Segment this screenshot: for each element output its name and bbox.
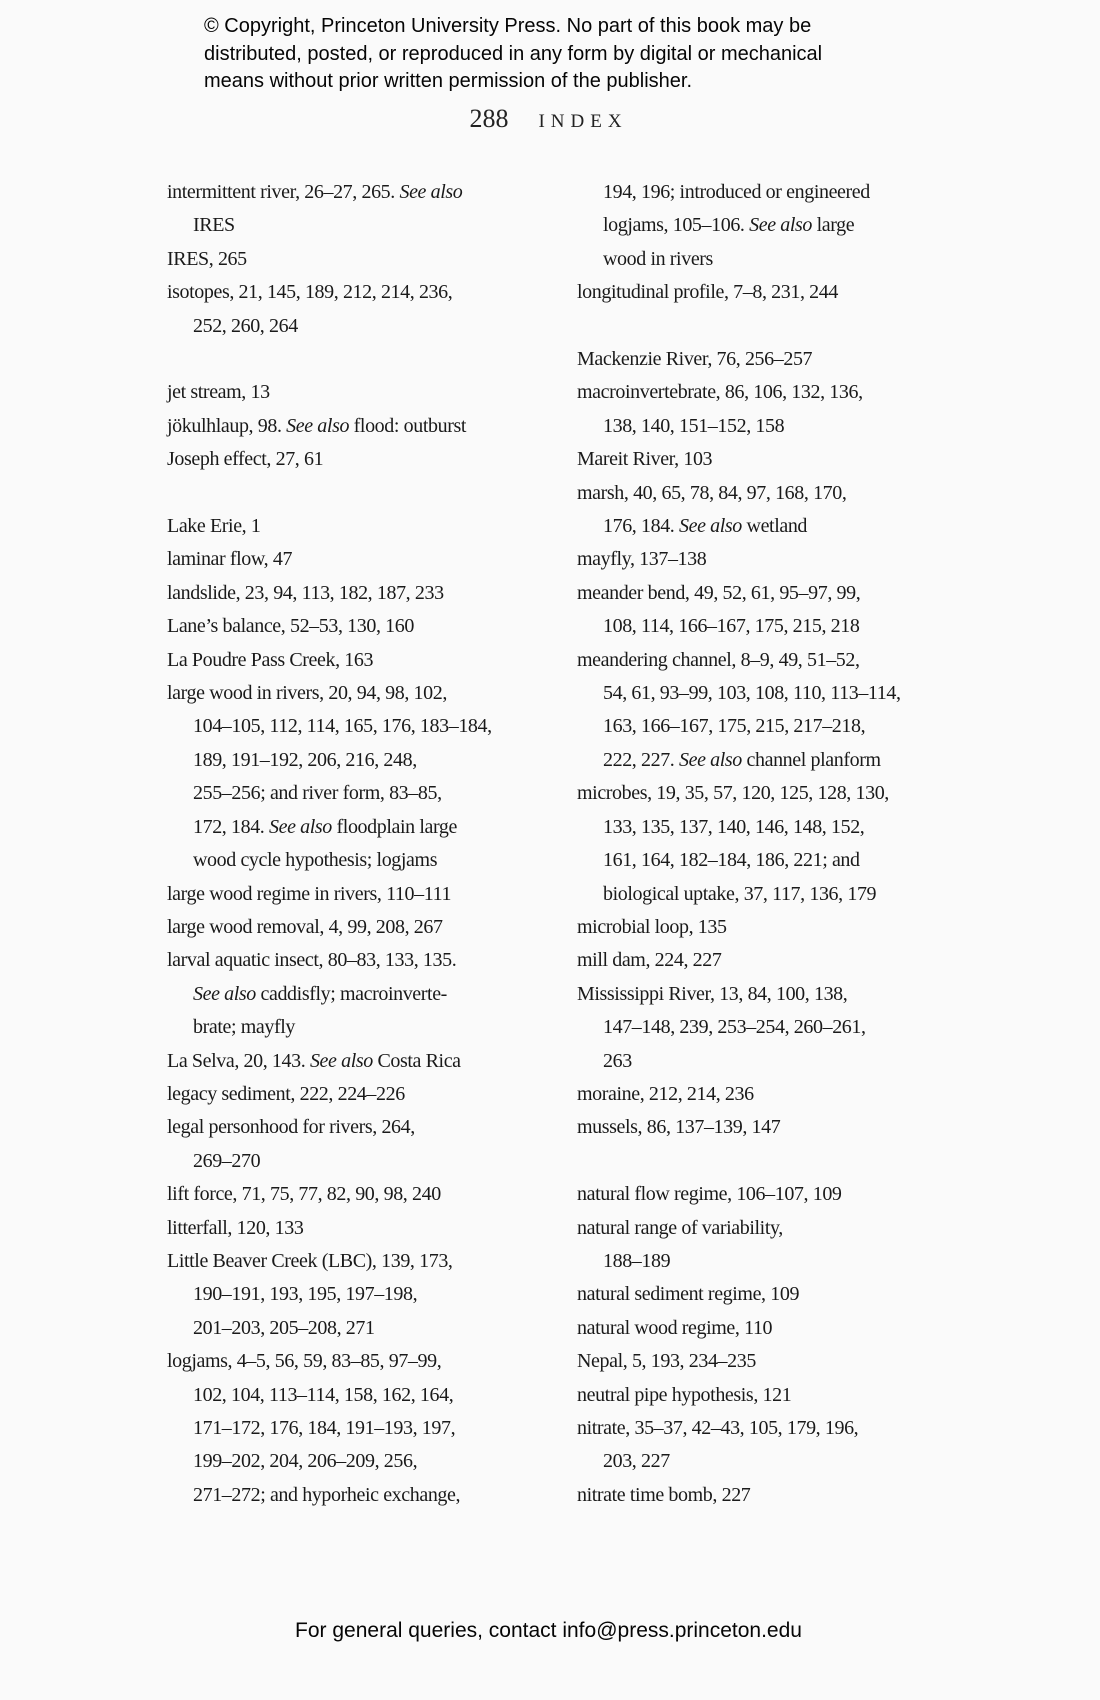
index-line [577,1379,942,1412]
index-text: jökulhlaup, 98. [167,414,287,437]
index-text: large [812,214,855,237]
index-line [577,844,942,877]
index-line [167,543,532,576]
index-text: 172, 184. [193,815,270,838]
index-line [167,1445,532,1478]
index-line [577,443,942,476]
index-text: Lake Erie, 1 [167,515,261,538]
index-text: 161, 164, 182–184, 186, 221; and [603,849,860,872]
index-line [577,1078,942,1111]
index-text: 147–148, 239, 253–254, 260–261, [603,1016,866,1039]
index-cross-reference: See also [286,414,350,437]
index-line [167,844,532,877]
index-line [577,610,942,643]
index-line [577,878,942,911]
index-text: 163, 166–167, 175, 215, 217–218, [603,715,866,738]
index-text: floodplain large [331,815,457,838]
index-text: channel planform [741,748,881,771]
index-line [167,1011,532,1044]
index-cross-reference: See also [309,1049,373,1072]
index-line [577,1312,942,1345]
index-line [577,1278,942,1311]
index-line [167,610,532,643]
index-line [167,1312,532,1345]
index-text: biological uptake, 37, 117, 136, 179 [603,882,877,905]
index-text: flood: outburst [349,414,466,437]
index-text: wood cycle hypothesis; logjams [193,849,438,872]
index-line [167,410,532,443]
index-line [167,1245,532,1278]
index-line [167,777,532,810]
index-text: Little Beaver Creek (LBC), 139, 173, [167,1249,453,1272]
page-header [167,104,930,134]
index-line [577,777,942,810]
index-text: 271–272; and hyporheic exchange, [193,1483,461,1506]
index-text: natural range of variability, [577,1216,783,1239]
index-line [167,1412,532,1445]
index-cross-reference: See also [749,214,813,237]
index-text: isotopes, 21, 145, 189, 212, 214, 236, [167,281,453,304]
index-text: 108, 114, 166–167, 175, 215, 218 [603,615,860,638]
section-title: INDEX [538,111,628,132]
index-text: 189, 191–192, 206, 216, 248, [193,748,417,771]
index-text: litterfall, 120, 133 [167,1216,304,1239]
index-text: laminar flow, 47 [167,548,293,571]
index-line [577,1412,942,1445]
index-text: Mississippi River, 13, 84, 100, 138, [577,982,848,1005]
index-text: microbial loop, 135 [577,915,727,938]
index-text: large wood regime in rivers, 110–111 [167,882,452,905]
index-line [577,1212,942,1245]
index-text: meander bend, 49, 52, 61, 95–97, 99, [577,581,861,604]
index-text: brate; mayfly [193,1016,295,1039]
index-line [577,1245,942,1278]
index-column-right [577,176,942,1512]
index-text: larval aquatic insect, 80–83, 133, 135. [167,949,457,972]
index-text: 255–256; and river form, 83–85, [193,782,442,805]
index-line [577,1445,942,1478]
index-line [577,644,942,677]
copyright-line: distributed, posted, or reproduced in any form by digital or mechanical [204,42,823,65]
index-text: 102, 104, 113–114, 158, 162, 164, [193,1383,454,1406]
index-line [167,176,532,209]
index-text: microbes, 19, 35, 57, 120, 125, 128, 130, [577,782,889,805]
index-text: 194, 196; introduced or engineered [603,181,870,203]
index-line [577,677,942,710]
index-text: wetland [741,515,808,538]
index-cross-reference: See also [679,748,742,771]
index-text: mill dam, 224, 227 [577,949,722,972]
index-line [167,1345,532,1378]
index-line [167,1479,532,1512]
index-text: landslide, 23, 94, 113, 182, 187, 233 [167,581,444,604]
index-text: Costa Rica [372,1049,461,1072]
index-text: legacy sediment, 222, 224–226 [167,1082,405,1105]
index-text: 138, 140, 151–152, 158 [603,414,785,437]
index-text: Lane’s balance, 52–53, 130, 160 [167,615,414,638]
index-text: 201–203, 205–208, 271 [193,1316,375,1339]
index-text: Nepal, 5, 193, 234–235 [577,1350,756,1373]
index-text: marsh, 40, 65, 78, 84, 97, 168, 170, [577,481,847,504]
index-line [167,310,532,343]
footer-contact: For general queries, contact info@press.princeton.edu [295,1619,802,1642]
index-text: meandering channel, 8–9, 49, 51–52, [577,648,860,671]
index-cross-reference: See also [679,515,742,538]
index-text: mayfly, 137–138 [577,548,707,571]
index-text: 263 [603,1049,632,1072]
index-text: macroinvertebrate, 86, 106, 132, 136, [577,381,863,404]
index-line [577,944,942,977]
index-line [577,978,942,1011]
index-text: 203, 227 [603,1450,670,1473]
index-line [577,410,942,443]
index-line [577,1045,942,1078]
index-line [167,1145,532,1178]
index-text: IRES, 265 [167,247,247,270]
index-text: large wood removal, 4, 99, 208, 267 [167,915,443,938]
index-text: 171–172, 176, 184, 191–193, 197, [193,1417,456,1439]
index-text: 199–202, 204, 206–209, 256, [193,1450,418,1473]
index-line [577,1479,942,1512]
index-cross-reference: See also [193,982,256,1005]
index-text: natural flow regime, 106–107, 109 [577,1183,842,1206]
index-text: neutral pipe hypothesis, 121 [577,1383,792,1406]
index-text: moraine, 212, 214, 236 [577,1082,754,1105]
index-text: lift force, 71, 75, 77, 82, 90, 98, 240 [167,1183,441,1206]
index-line [167,710,532,743]
index-line [167,944,532,977]
index-line [167,811,532,844]
index-line [577,577,942,610]
index-text: logjams, 105–106. [603,214,750,237]
index-text: Mareit River, 103 [577,448,713,471]
index-text: wood in rivers [603,247,713,270]
page-number: 288 [469,104,509,133]
index-line [577,343,942,376]
index-line [577,1345,942,1378]
index-text: Mackenzie River, 76, 256–257 [577,348,813,371]
index-line [167,510,532,543]
index-line [577,510,942,543]
copyright-line: © Copyright, Princeton University Press. No part of this book may be [204,15,812,37]
index-line [167,978,532,1011]
index-line [577,744,942,777]
index-line [167,644,532,677]
index-line [577,710,942,743]
index-line [167,443,532,476]
index-line [577,243,942,276]
index-text: mussels, 86, 137–139, 147 [577,1116,781,1139]
index-line [167,1045,532,1078]
index-text: 190–191, 193, 195, 197–198, [193,1283,418,1306]
copyright-notice [204,13,904,96]
index-text: 269–270 [193,1149,261,1172]
index-cross-reference: See also [399,181,463,203]
index-line [577,543,942,576]
index-text: intermittent river, 26–27, 265. [167,181,400,203]
index-line [167,243,532,276]
index-text: longitudinal profile, 7–8, 231, 244 [577,281,838,304]
index-line [577,209,942,242]
index-text: 133, 135, 137, 140, 146, 148, 152, [603,815,865,838]
index-text: legal personhood for rivers, 264, [167,1116,415,1139]
index-text: 104–105, 112, 114, 165, 176, 183–184, [193,715,492,738]
index-line [577,1178,942,1211]
index-line [167,1278,532,1311]
index-line [577,811,942,844]
index-column-left [167,176,532,1512]
index-line [167,1078,532,1111]
index-text: large wood in rivers, 20, 94, 98, 102, [167,682,447,705]
index-cross-reference: See also [269,815,332,838]
index-line [167,209,532,242]
index-text: 54, 61, 93–99, 103, 108, 110, 113–114, [603,682,901,705]
index-text: Joseph effect, 27, 61 [167,448,324,471]
index-text: logjams, 4–5, 56, 59, 83–85, 97–99, [167,1350,442,1373]
index-text: nitrate time bomb, 227 [577,1483,751,1506]
index-text: natural wood regime, 110 [577,1316,773,1339]
index-line [577,1011,942,1044]
index-line [577,176,942,209]
index-text: 222, 227. [603,748,680,771]
index-text: La Poudre Pass Creek, 163 [167,648,374,671]
index-line [167,878,532,911]
index-text: nitrate, 35–37, 42–43, 105, 179, 196, [577,1417,859,1439]
index-line [167,677,532,710]
index-line [167,1178,532,1211]
index-text: caddisfly; macroinverte- [255,982,447,1005]
index-text: 176, 184. [603,515,680,538]
index-text: jet stream, 13 [167,381,270,404]
index-line [167,376,532,409]
index-line [577,376,942,409]
copyright-line: means without prior written permission of the publisher. [204,70,693,92]
index-text: IRES [193,214,235,237]
index-text: 252, 260, 264 [193,314,298,337]
index-line [167,744,532,777]
index-line [167,911,532,944]
index-line [577,477,942,510]
index-line [577,911,942,944]
index-text: 188–189 [603,1249,671,1272]
index-line [167,1379,532,1412]
index-line [577,276,942,309]
index-line [167,276,532,309]
index-text: La Selva, 20, 143. [167,1049,310,1072]
index-line [167,1212,532,1245]
index-line [577,1111,942,1144]
index-line [167,1111,532,1144]
index-text: natural sediment regime, 109 [577,1283,800,1306]
index-line [167,577,532,610]
